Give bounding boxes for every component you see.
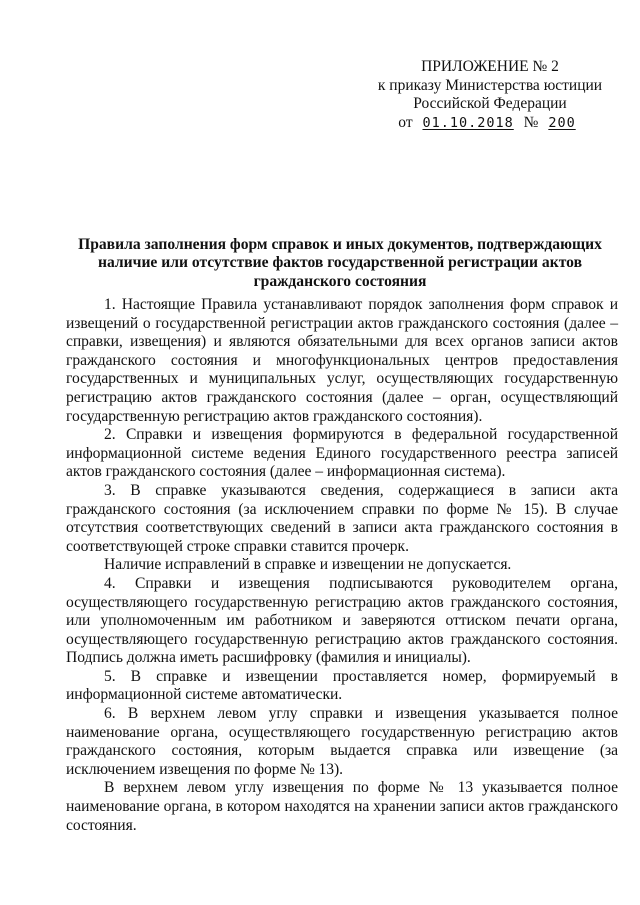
paragraph-4: 4. Справки и извещения подписываются руководителем органа, осуществляющего государственную регистрацию актов гражданского состояния, или уполномоченным им работником и заверяются оттиском печати органа, осуществляющего государственную регистрацию актов гражданского состояния. Подпись должна иметь расшифровку (фамилия и инициалы). <box>66 574 618 667</box>
appendix-title: ПРИЛОЖЕНИЕ № 2 <box>421 58 559 75</box>
paragraph-6-note: В верхнем левом углу извещения по форме № 13 указывается полное наименование органа, в котором находятся на хранении записи актов гражданского состояния. <box>66 779 618 834</box>
document-body <box>66 296 618 835</box>
paragraph-5: 5. В справке и извещении проставляется номер, формируемый в информационной системе автоматически. <box>66 667 618 704</box>
appendix-header <box>360 58 620 132</box>
date-prefix: от <box>398 113 413 131</box>
title-line-3: гражданского состояния <box>253 272 427 290</box>
number-sign: № <box>523 113 539 131</box>
order-number: 200 <box>548 114 576 131</box>
document-title <box>70 236 610 291</box>
appendix-date-row <box>360 114 620 133</box>
paragraph-1: 1. Настоящие Правила устанавливают порядок заполнения форм справок и извещений о государственной регистрации актов гражданского состояния (далее – справки, извещения) и являются обязательными для всех органов записи актов гражданского состояния и многофункциональных центров предоставления государственных и муниципальных услуг, осуществляющих государственную регистрацию актов гражданского состояния (далее – орган, осуществляющий государственную регистрацию актов гражданского состояния). <box>66 296 618 425</box>
appendix-federation-line: Российской Федерации <box>413 95 567 112</box>
appendix-order-line: к приказу Министерства юстиции <box>377 76 603 94</box>
paragraph-3: 3. В справке указываются сведения, содержащиеся в записи акта гражданского состояния (за исключением справки по форме № 15). В случае отсутствия соответствующих сведений в записи акта гражданского состояния в соответствующей строке справки ставится прочерк. <box>66 481 618 555</box>
paragraph-6: 6. В верхнем левом углу справки и извещения указывается полное наименование органа, осуществляющего государственную регистрацию актов гражданского состояния, которым выдается справка или извещение (за исключением извещения по форме № 13). <box>66 705 618 778</box>
title-line-1: Правила заполнения форм справок и иных документов, подтверждающих <box>78 236 602 253</box>
title-line-2: наличие или отсутствие фактов государственной регистрации актов <box>98 254 582 272</box>
order-date: 01.10.2018 <box>422 114 514 131</box>
paragraph-3-note: Наличие исправлений в справке и извещении не допускается. <box>104 556 512 574</box>
paragraph-2: 2. Справки и извещения формируются в федеральной государственной информационной системе ведения Единого государственного реестра записей актов гражданского состояния (далее – информационная система). <box>66 426 618 481</box>
